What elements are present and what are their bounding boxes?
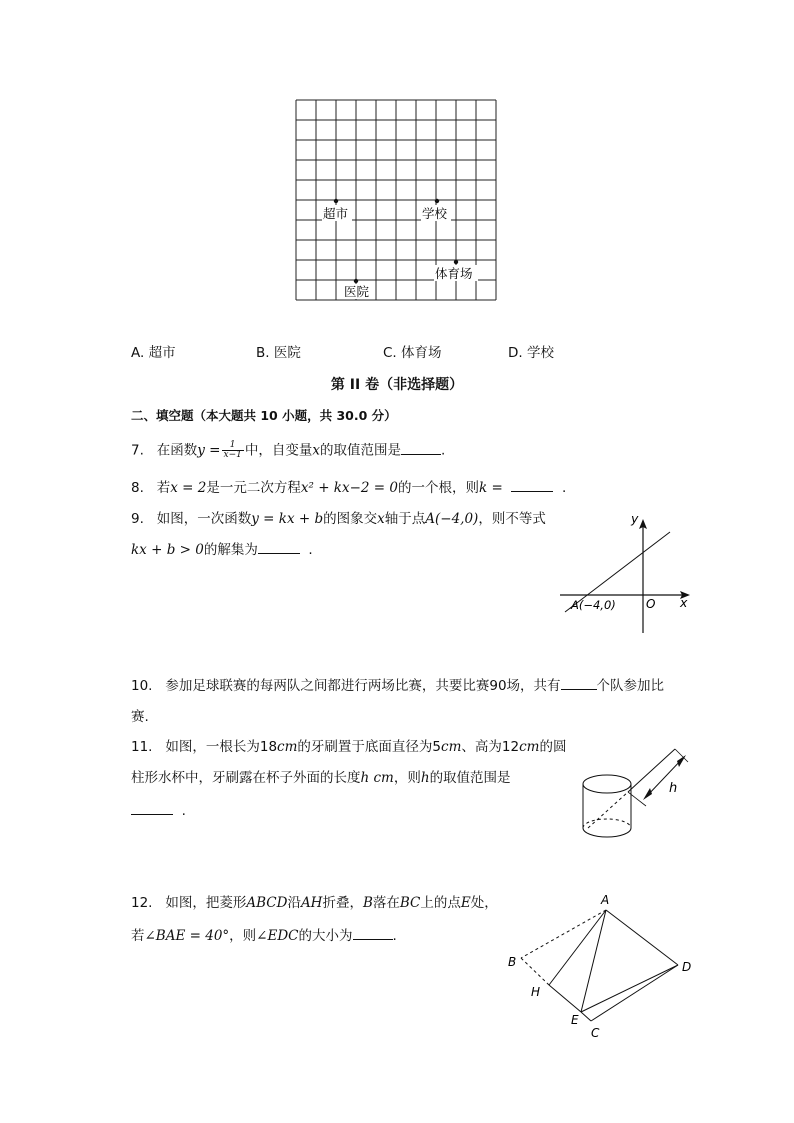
q9-axis: x [377, 511, 385, 527]
q9-number: 9. [131, 511, 144, 527]
q9-end: . [308, 542, 313, 558]
q12-angle2: ∠EDC [256, 928, 299, 944]
q12-fig-label-b: B [508, 955, 517, 969]
q11-len: 18 [259, 739, 278, 755]
q12-fig-label-a: A [601, 893, 610, 907]
q12-bc: BC [399, 895, 421, 911]
section-heading: 二、填空题（本大题共 10 小题，共 30.0 分） [131, 408, 397, 423]
q9-pre: 如图，一次函数 [156, 511, 252, 527]
q9-eq: y = kx + b [251, 511, 324, 527]
q12-end: . [392, 928, 397, 944]
q8-mid: 是一元二次方程 [206, 480, 301, 496]
q12-pre: 如图，把菱形 [165, 895, 247, 911]
q12-b: B [362, 895, 373, 911]
q12-abcd: ABCD [246, 895, 288, 911]
q10-number: 10. [131, 678, 153, 694]
q12-fig-label-e: E [571, 1013, 579, 1027]
option-d-text: 学校 [526, 345, 554, 361]
q12-line2-post: 的大小为 [298, 928, 353, 944]
q11-line2-post: 的取值范围是 [429, 770, 511, 786]
q12-line2-mid: ，则 [229, 928, 257, 944]
q9-mid2: 轴于点 [384, 511, 426, 527]
q7-var: x [312, 442, 320, 459]
q7-post: 的取值范围是 [319, 442, 401, 459]
q9-line2-eq: kx + b > 0 [131, 542, 204, 558]
question-10-line2: 赛. [131, 709, 149, 725]
q9-post: ，则不等式 [478, 511, 546, 527]
q12-mid4: 上的点 [420, 895, 461, 911]
option-b-text: 医院 [273, 345, 301, 361]
q7-frac-den: x−1 [223, 450, 242, 460]
label-school: 学校 [422, 206, 448, 221]
q9-point: A(−4,0) [425, 511, 479, 527]
q8-pre: 若 [156, 480, 171, 496]
label-hospital: 医院 [344, 284, 370, 299]
q11-line2-pre: 柱形水杯中，牙刷露在杯子外面的长度 [131, 770, 361, 786]
q11-cm2: cm [441, 739, 462, 755]
q11-number: 11. [131, 739, 153, 755]
q12-fig-label-c: C [591, 1026, 600, 1040]
q8-end: . [561, 480, 567, 496]
q12-ah: AH [300, 895, 323, 911]
q12-mid3: 落在 [372, 895, 400, 911]
q11-mid1: 的牙刷置于底面直径为 [297, 739, 433, 755]
q8-eq1: x = 2 [170, 480, 207, 496]
q8-number: 8. [131, 480, 144, 496]
option-b-letter: B. [256, 345, 270, 361]
part-title: 第 II 卷（非选择题） [330, 377, 464, 393]
q11-post1: 的圆 [539, 739, 567, 755]
q12-mid2: 折叠， [322, 895, 363, 911]
option-d-letter: D. [508, 345, 523, 361]
q12-angle: ∠BAE = 40° [144, 928, 230, 944]
q9-fig-a-label: A(−4,0) [571, 598, 616, 612]
label-supermarket: 超市 [323, 206, 349, 221]
option-c-text: 体育场 [401, 345, 442, 361]
q10-n: 90 [489, 678, 507, 694]
q10-line1-mid: 场，共有 [506, 678, 561, 694]
q12-number: 12. [131, 895, 153, 911]
q7-y-eq: y = [197, 442, 221, 459]
option-a-text: 超市 [148, 345, 176, 361]
q9-line2-post: 的解集为 [203, 542, 258, 558]
q11-fig-h-label: h [669, 781, 678, 796]
q7-pre: 在函数 [156, 442, 198, 459]
q12-mid1: 沿 [287, 895, 301, 911]
q9-mid: 的图象交 [323, 511, 378, 527]
q11-hcm: h cm [360, 770, 394, 786]
q7-mid: 中，自变量 [244, 442, 313, 459]
q11-hgt: 12 [501, 739, 520, 755]
option-c-letter: C. [383, 345, 397, 361]
q12-fig-label-h: H [531, 985, 541, 999]
q11-cm3: cm [519, 739, 540, 755]
q11-line2-mid: ，则 [393, 770, 421, 786]
q11-cm1: cm [277, 739, 298, 755]
q12-line2-pre: 若 [131, 928, 145, 944]
q8-eq2: x² + kx−2 = 0 [300, 480, 398, 496]
q10-line1-post: 个队参加比 [596, 678, 665, 694]
label-stadium: 体育场 [435, 266, 473, 281]
q8-k: k = [478, 480, 503, 496]
q11-h: h [420, 770, 430, 786]
q11-end: . [181, 803, 186, 819]
q9-fig-x-label: x [680, 595, 688, 610]
q7-end: . [440, 442, 446, 459]
q11-pre: 如图，一根长为 [165, 739, 260, 755]
q11-mid2: 、高为 [461, 739, 502, 755]
option-a-letter: A. [131, 345, 145, 361]
q12-post1: 处， [470, 895, 498, 911]
q12-fig-label-d: D [682, 960, 692, 974]
q8-mid2: 的一个根，则 [397, 480, 479, 496]
q12-e: E [460, 895, 471, 911]
q9-fig-origin-label: O [646, 597, 656, 611]
q11-d: 5 [432, 739, 442, 755]
q10-line1-pre: 参加足球联赛的每两队之间都进行两场比赛，共要比赛 [165, 678, 490, 694]
q9-fig-y-label: y [631, 511, 639, 526]
q7-number: 7. [131, 442, 144, 459]
q7-frac-num: 1 [222, 441, 244, 451]
